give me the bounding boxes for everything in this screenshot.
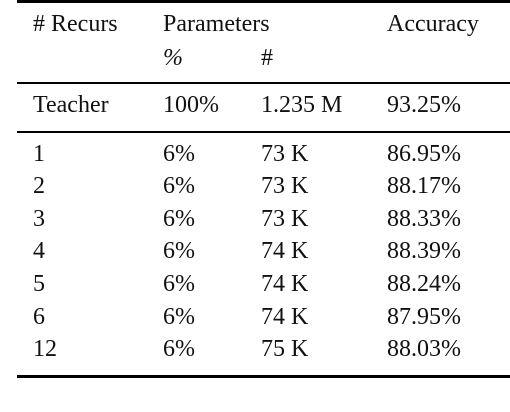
row-accuracy: 88.33%	[387, 206, 461, 232]
header-parameters: Parameters	[163, 11, 270, 37]
row-count: 73 K	[261, 206, 309, 232]
teacher-label: Teacher	[33, 92, 109, 118]
row-accuracy: 87.95%	[387, 304, 461, 330]
row-recurs: 3	[33, 206, 45, 232]
header-accuracy: Accuracy	[387, 11, 479, 37]
row-count: 74 K	[261, 304, 309, 330]
row-percent: 6%	[163, 304, 195, 330]
teacher-percent: 100%	[163, 92, 219, 118]
header-params-count: #	[261, 45, 273, 71]
row-recurs: 5	[33, 271, 45, 297]
row-count: 75 K	[261, 336, 309, 362]
bottom-rule	[17, 375, 510, 378]
row-percent: 6%	[163, 206, 195, 232]
row-accuracy: 88.03%	[387, 336, 461, 362]
top-rule	[17, 0, 510, 3]
header-params-percent: %	[163, 45, 183, 71]
row-count: 74 K	[261, 271, 309, 297]
row-recurs: 1	[33, 141, 45, 167]
header-rule	[17, 82, 510, 84]
teacher-count: 1.235 M	[261, 92, 343, 118]
row-accuracy: 88.17%	[387, 173, 461, 199]
row-recurs: 2	[33, 173, 45, 199]
row-accuracy: 88.39%	[387, 238, 461, 264]
teacher-rule	[17, 131, 510, 133]
row-count: 73 K	[261, 141, 309, 167]
row-percent: 6%	[163, 173, 195, 199]
row-count: 73 K	[261, 173, 309, 199]
row-accuracy: 88.24%	[387, 271, 461, 297]
row-recurs: 4	[33, 238, 45, 264]
header-recurs: # Recurs	[33, 11, 118, 37]
row-percent: 6%	[163, 271, 195, 297]
row-recurs: 6	[33, 304, 45, 330]
row-count: 74 K	[261, 238, 309, 264]
row-recurs: 12	[33, 336, 57, 362]
row-accuracy: 86.95%	[387, 141, 461, 167]
row-percent: 6%	[163, 336, 195, 362]
row-percent: 6%	[163, 238, 195, 264]
row-percent: 6%	[163, 141, 195, 167]
teacher-accuracy: 93.25%	[387, 92, 461, 118]
